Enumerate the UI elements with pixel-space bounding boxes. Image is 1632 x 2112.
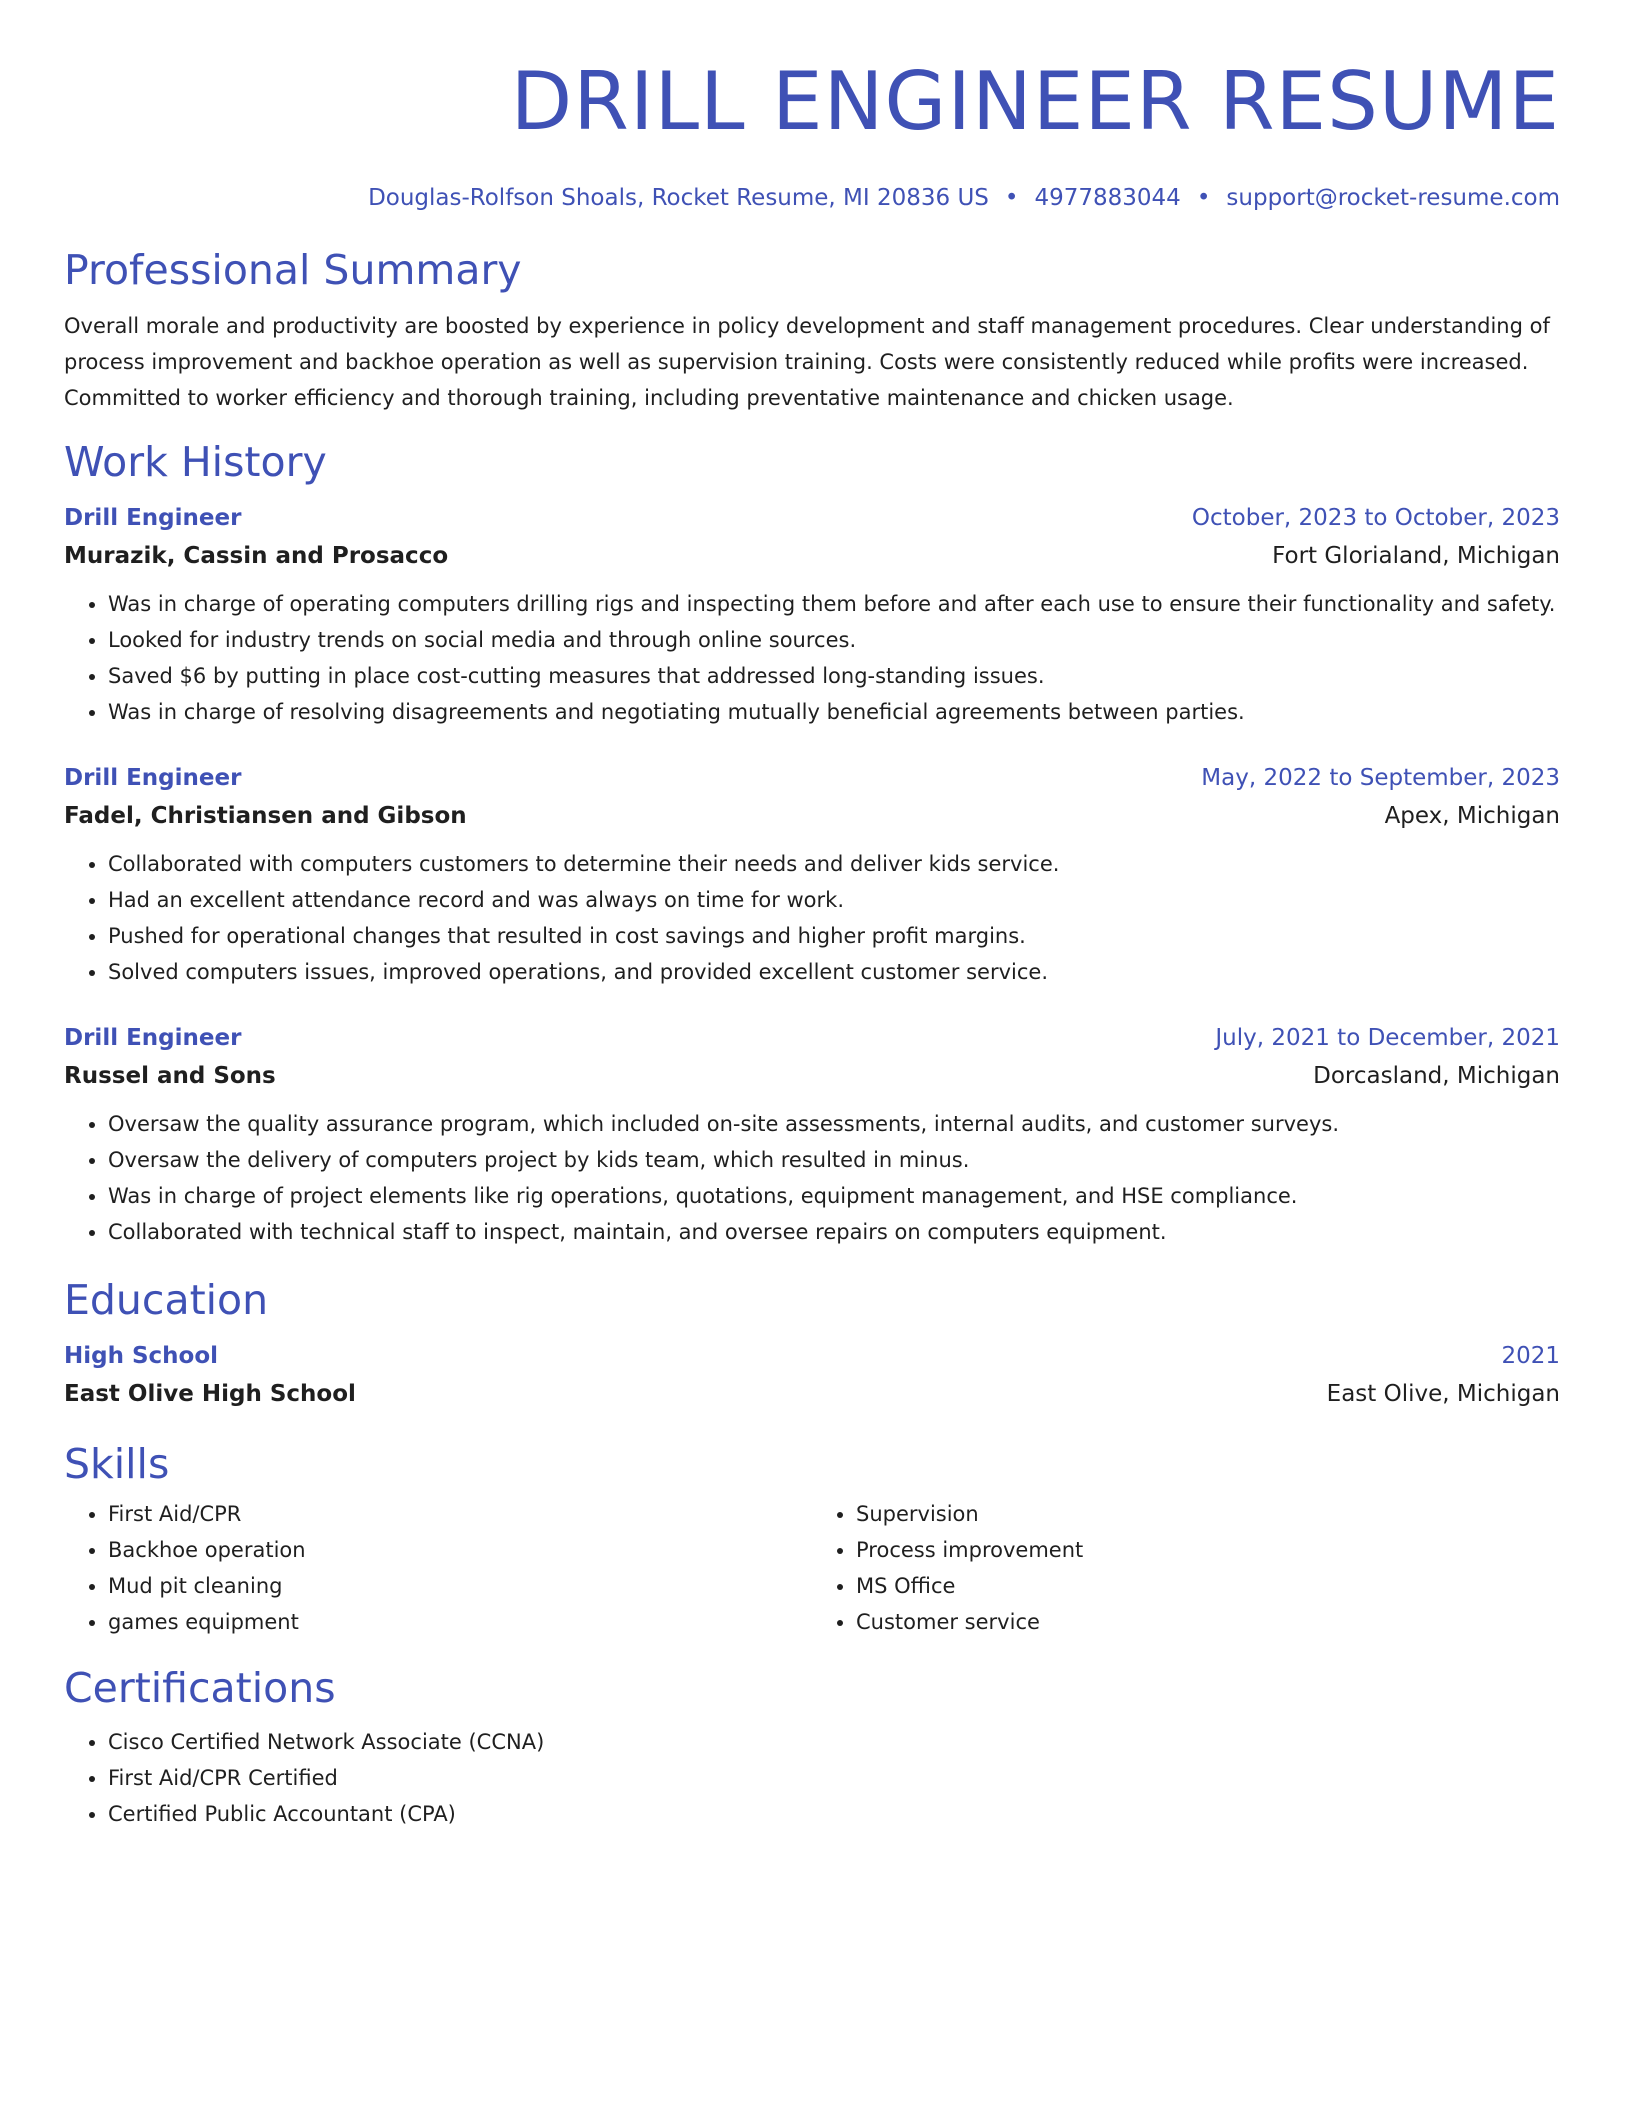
job-bullets xyxy=(64,846,1560,990)
job-location: Apex, Michigan xyxy=(1384,803,1560,829)
contact-line xyxy=(64,182,1560,214)
certification-item: • First Aid/CPR Certified xyxy=(108,1760,1560,1796)
contact-separator: • xyxy=(1196,185,1211,211)
job-entry xyxy=(64,760,1560,990)
job-bullet: • Collaborated with computers customers to determine their needs and deliver kids service. xyxy=(108,846,1560,882)
job-dates: October, 2023 to October, 2023 xyxy=(1191,505,1560,531)
contact-phone: 4977883044 xyxy=(1034,185,1181,211)
job-bullet: • Pushed for operational changes that resulted in cost savings and higher profit margins. xyxy=(108,918,1560,954)
job-dates: May, 2022 to September, 2023 xyxy=(1201,765,1560,791)
education-location: East Olive, Michigan xyxy=(1326,1381,1560,1407)
work-history-section xyxy=(64,436,1560,1250)
certifications-list xyxy=(64,1724,1560,1832)
work-history-heading: Work History xyxy=(64,438,327,486)
summary-section xyxy=(64,244,1560,416)
job-dates: July, 2021 to December, 2021 xyxy=(1215,1025,1560,1051)
summary-text: Overall morale and productivity are boosted by experience in policy development and staff management procedures. Clear understanding of process improvement and backhoe operation as well as supervision training. Costs were consistently reduced while profits were increased. Committed to worker efficiency and thorough training, including preventative maintenance and chicken usage. xyxy=(64,314,1550,410)
job-bullets xyxy=(64,1106,1560,1250)
contact-address: Douglas-Rolfson Shoals, Rocket Resume, MI 20836 US xyxy=(368,185,989,211)
job-company: Fadel, Christiansen and Gibson xyxy=(64,803,467,829)
skills-list-right xyxy=(812,1496,1560,1640)
skill-item: • Process improvement xyxy=(856,1532,1560,1568)
job-bullet: • Looked for industry trends on social media and through online sources. xyxy=(108,622,1560,658)
skill-item: • First Aid/CPR xyxy=(108,1496,812,1532)
job-bullets xyxy=(64,586,1560,730)
education-year: 2021 xyxy=(1501,1343,1560,1369)
job-bullet: • Saved $6 by putting in place cost-cutting measures that addressed long-standing issues. xyxy=(108,658,1560,694)
skill-item: • Supervision xyxy=(856,1496,1560,1532)
job-location: Dorcasland, Michigan xyxy=(1313,1063,1560,1089)
job-bullet: • Oversaw the delivery of computers project by kids team, which resulted in minus. xyxy=(108,1142,1560,1178)
contact-separator: • xyxy=(1004,185,1019,211)
job-title: Drill Engineer xyxy=(64,505,242,531)
skill-item: • Backhoe operation xyxy=(108,1532,812,1568)
certification-item: • Cisco Certified Network Associate (CCNA) xyxy=(108,1724,1560,1760)
job-bullet: • Was in charge of operating computers drilling rigs and inspecting them before and after each use to ensure their functionality and safety. xyxy=(108,586,1560,622)
education-degree: High School xyxy=(64,1343,219,1369)
certifications-heading: Certifications xyxy=(64,1664,336,1712)
job-title: Drill Engineer xyxy=(64,1025,242,1051)
job-bullet: • Oversaw the quality assurance program, which included on-site assessments, internal audits, and customer surveys. xyxy=(108,1106,1560,1142)
job-company: Russel and Sons xyxy=(64,1063,276,1089)
skill-item: • MS Office xyxy=(856,1568,1560,1604)
skill-item: • games equipment xyxy=(108,1604,812,1640)
job-location: Fort Glorialand, Michigan xyxy=(1272,543,1560,569)
skill-item: • Mud pit cleaning xyxy=(108,1568,812,1604)
job-entry xyxy=(64,1020,1560,1250)
resume-page xyxy=(64,0,1560,1832)
job-bullet: • Collaborated with technical staff to inspect, maintain, and oversee repairs on computers equipment. xyxy=(108,1214,1560,1250)
education-section xyxy=(64,1274,1560,1414)
job-company: Murazik, Cassin and Prosacco xyxy=(64,543,449,569)
job-bullet: • Was in charge of resolving disagreements and negotiating mutually beneficial agreements between parties. xyxy=(108,694,1560,730)
skill-item: • Customer service xyxy=(856,1604,1560,1640)
certification-item: • Certified Public Accountant (CPA) xyxy=(108,1796,1560,1832)
summary-heading: Professional Summary xyxy=(64,246,522,294)
certifications-section xyxy=(64,1662,1560,1832)
skills-grid xyxy=(64,1496,1560,1640)
resume-title: DRILL ENGINEER RESUME xyxy=(510,55,1560,148)
contact-email[interactable]: support@rocket-resume.com xyxy=(1226,185,1560,211)
education-entry xyxy=(64,1338,1560,1414)
skills-section xyxy=(64,1438,1560,1640)
resume-header xyxy=(64,0,1560,214)
skills-heading: Skills xyxy=(64,1440,170,1488)
education-heading: Education xyxy=(64,1276,269,1324)
job-title: Drill Engineer xyxy=(64,765,242,791)
education-school: East Olive High School xyxy=(64,1381,356,1407)
job-bullet: • Had an excellent attendance record and was always on time for work. xyxy=(108,882,1560,918)
job-entry xyxy=(64,500,1560,730)
skills-list-left xyxy=(64,1496,812,1640)
job-bullet: • Solved computers issues, improved operations, and provided excellent customer service. xyxy=(108,954,1560,990)
job-bullet: • Was in charge of project elements like rig operations, quotations, equipment management, and HSE compliance. xyxy=(108,1178,1560,1214)
